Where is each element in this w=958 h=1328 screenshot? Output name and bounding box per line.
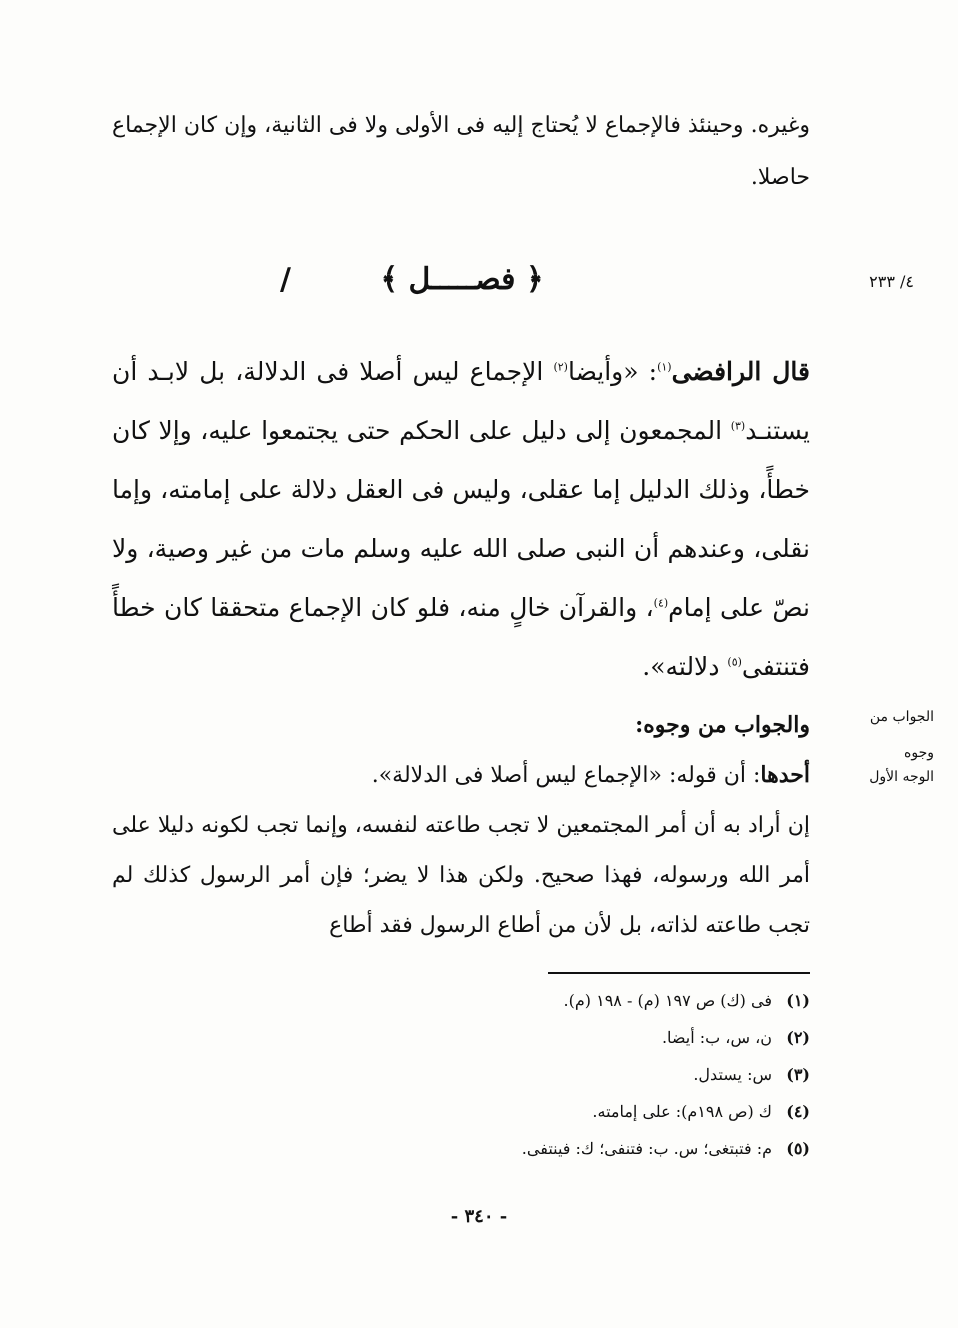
quote-part-3: ، والقرآن خالٍ منه، فلو كان الإجماع متحققا كان خطأً فتنتفى xyxy=(112,593,810,681)
footnote-number: (١) xyxy=(786,991,810,1010)
continuation-paragraph: وغيره. وحينئذ فالإجماع لا يُحتاج إليه فى الأولى ولا فى الثانية، وإن كان الإجماع حاصلا. xyxy=(112,113,810,190)
section-heading-row xyxy=(112,262,810,312)
first-aspect-text: : أن قوله: «الإجماع ليس أصلا فى الدلالة». xyxy=(371,763,761,788)
margin-note-answer: الجواب من xyxy=(869,709,934,725)
footnote-ref-5: (٥) xyxy=(727,655,742,669)
footnote-ref-4: (٤) xyxy=(653,596,669,610)
footnote-number: (٤) xyxy=(786,1102,810,1121)
footnote-text: ن، س، ب: أيضا. xyxy=(661,1028,772,1047)
footnote xyxy=(112,982,810,1019)
footnote-ref-3: (٣) xyxy=(730,419,746,433)
footnotes xyxy=(112,982,810,1167)
footnote-number: (٣) xyxy=(786,1065,810,1084)
quote-part-1: الإجماع ليس أصلا فى الدلالة، بل لابـد أن يستنـد xyxy=(112,357,810,445)
answer-intro: والجواب من وجوه: xyxy=(635,712,810,738)
margin-volume-page-ref: ٤/ ٢٣٣ xyxy=(869,272,914,291)
quote-open: : «وأيضا xyxy=(567,357,658,386)
answer-section xyxy=(112,700,810,951)
footnote-text: فى (ك) ص ١٩٧ (م) - ١٩٨ (م). xyxy=(563,991,772,1010)
answer-body: إن أراد به أن أمر المجتمعين لا تجب طاعته لنفسه، وإنما تجب لكونه دليلا على أمر الله ورسوله، فهذا صحيح. ولكن هذا لا يضر؛ فإن أمر الرسول كذلك لم تجب طاعته لذاته، بل لأن من أطاع الرسول فقد أطاع xyxy=(112,813,810,938)
quote-part-2: المجمعون إلى دليل على الحكم حتى يجتمعوا عليه، وإلا كان خطأً، وذلك الدليل إما عقلى، وليس فى العقل دلالة على إمامته، وإما نقلى، وعندهم أن النبى صلى الله عليه وسلم مات من غير وصية، ولا نصّ على إمام xyxy=(112,416,810,622)
first-aspect-line xyxy=(112,750,810,801)
footnote-text: س: يستدل. xyxy=(693,1065,772,1084)
rafidi-quote-paragraph xyxy=(112,342,810,696)
footnote-text: م: فتبتغى؛ س. ب: فتنفى؛ ك: فينتفى. xyxy=(521,1139,772,1158)
footnote-separator xyxy=(548,972,810,974)
footnote-text: ك (ص ١٩٨م): على إمامته. xyxy=(592,1102,772,1121)
quote-part-4: دلالته». xyxy=(642,652,728,681)
margin-note-first-aspect: الوجه الأول xyxy=(869,769,934,785)
footnote xyxy=(112,1019,810,1056)
page-break-slash: / xyxy=(280,262,291,297)
footnote-number: (٥) xyxy=(786,1139,810,1158)
footnote-number: (٢) xyxy=(786,1028,810,1047)
footnote xyxy=(112,1056,810,1093)
footnote xyxy=(112,1093,810,1130)
footnote-ref-2: (٢) xyxy=(553,360,568,374)
section-heading: ﴿ فصـــــل ﴾ xyxy=(380,262,544,297)
footnote-ref-1: (١) xyxy=(657,360,672,374)
margin-note-aspects: وجوه xyxy=(904,745,934,761)
speaker-label: قال الرافضى xyxy=(671,357,810,386)
page-number: - ٣٤٠ - xyxy=(450,1206,508,1227)
first-aspect-label: أحدها xyxy=(760,762,810,788)
footnote xyxy=(112,1130,810,1167)
